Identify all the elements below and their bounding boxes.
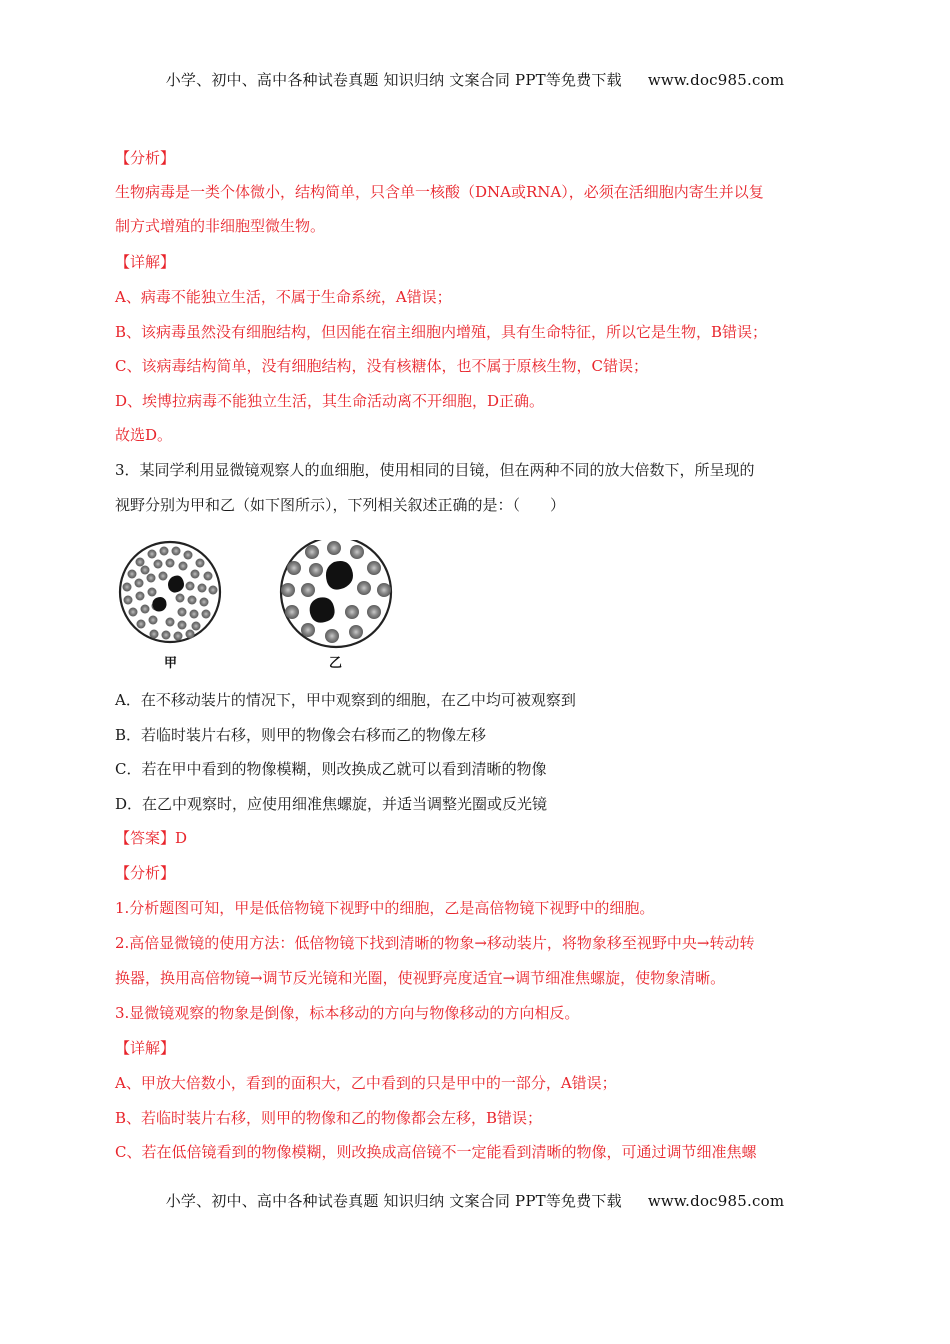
q3-option-c: C．若在甲中看到的物像模糊，则改换成乙就可以看到清晰的物像	[115, 760, 547, 778]
q3-stem-line-1: 3．某同学利用显微镜观察人的血细胞，使用相同的目镜，但在两种不同的放大倍数下，所呈现的	[115, 461, 755, 479]
q3-option-d: D．在乙中观察时，应使用细准焦螺旋，并适当调整光圈或反光镜	[115, 795, 548, 813]
q3-option-b: B．若临时装片右移，则甲的物像会右移而乙的物像左移	[115, 726, 487, 744]
microscope-figure	[112, 540, 402, 670]
q2-detail-tag: 【详解】	[115, 253, 176, 271]
q3-detail-line-c: C、若在低倍镜看到的物像模糊，则改换成高倍镜不一定能看到清晰的物像，可通过调节细准焦螺	[115, 1143, 757, 1161]
q3-detail-line-b: B、若临时装片右移，则甲的物像和乙的物像都会左移，B错误；	[115, 1109, 543, 1127]
q2-analysis-tag: 【分析】	[115, 149, 176, 167]
q2-detail-line-a: A、病毒不能独立生活，不属于生命系统，A错误；	[115, 288, 452, 306]
q3-option-a: A．在不移动装片的情况下，甲中观察到的细胞，在乙中均可被观察到	[115, 691, 576, 709]
figure-label-jia: 甲	[164, 656, 178, 671]
q3-stem-line-2: 视野分别为甲和乙（如下图所示），下列相关叙述正确的是：（ ）	[115, 496, 566, 514]
header-site: www.doc985.com	[647, 71, 785, 89]
q3-answer: 【答案】D	[115, 829, 188, 847]
footer-site: www.doc985.com	[647, 1192, 785, 1210]
q3-analysis-line-1: 1.分析题图可知，甲是低倍物镜下视野中的细胞，乙是高倍物镜下视野中的细胞。	[115, 899, 655, 917]
q3-analysis-tag: 【分析】	[115, 864, 176, 882]
q2-detail-line-c: C、该病毒结构简单，没有细胞结构，没有核糖体，也不属于原核生物，C错误；	[115, 357, 648, 375]
field-jia	[120, 542, 220, 642]
q3-detail-line-a: A、甲放大倍数小，看到的面积大，乙中看到的只是甲中的一部分，A错误；	[115, 1074, 617, 1092]
field-yi	[281, 540, 391, 647]
figure-label-yi: 乙	[329, 656, 343, 671]
q3-analysis-line-4: 3.显微镜观察的物象是倒像，标本移动的方向与物像移动的方向相反。	[115, 1004, 580, 1022]
microscope-fields-drawing	[112, 540, 402, 652]
q2-detail-line-d: D、埃博拉病毒不能独立生活，其生命活动离不开细胞，D正确。	[115, 392, 545, 410]
header-text: 小学、初中、高中各种试卷真题 知识归纳 文案合同 PPT等免费下载	[165, 71, 622, 89]
q3-analysis-line-2: 2.高倍显微镜的使用方法：低倍物镜下找到清晰的物象→移动装片，将物象移至视野中央→转动转	[115, 934, 755, 952]
q3-detail-tag: 【详解】	[115, 1039, 176, 1057]
q3-analysis-line-3: 换器，换用高倍物镜→调节反光镜和光圈，使视野亮度适宜→调节细准焦螺旋，使物象清晰。	[115, 969, 726, 987]
page-footer	[0, 1190, 950, 1211]
footer-text: 小学、初中、高中各种试卷真题 知识归纳 文案合同 PPT等免费下载	[165, 1192, 622, 1210]
page-header	[0, 69, 950, 90]
q2-detail-line-b: B、该病毒虽然没有细胞结构，但因能在宿主细胞内增殖，具有生命特征，所以它是生物，B错误；	[115, 323, 768, 341]
q2-conclusion: 故选D。	[115, 426, 173, 444]
q2-analysis-line-1: 生物病毒是一类个体微小，结构简单，只含单一核酸（DNA或RNA），必须在活细胞内寄生并以复	[115, 183, 764, 201]
q2-analysis-line-2: 制方式增殖的非细胞型微生物。	[115, 217, 326, 235]
